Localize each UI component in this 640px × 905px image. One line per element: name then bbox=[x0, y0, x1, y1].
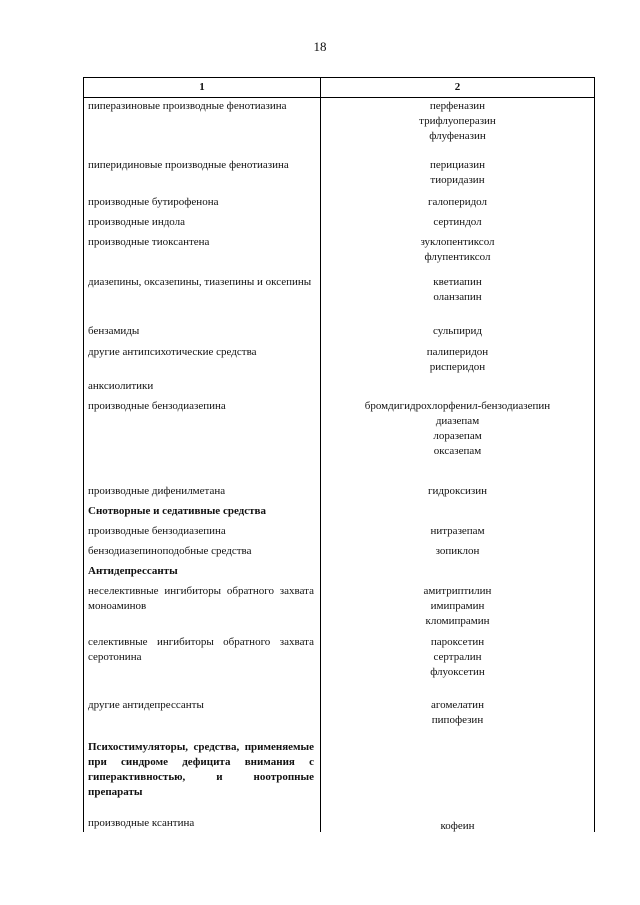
drug-names-cell bbox=[321, 698, 594, 728]
drug-names-cell bbox=[321, 99, 594, 144]
drug-names-cell bbox=[321, 584, 594, 629]
drug-classification-table bbox=[83, 77, 595, 832]
drug-class-cell: производные дифенилметана bbox=[88, 485, 226, 497]
drug-name: кломипрамин bbox=[425, 615, 490, 627]
drug-names-cell bbox=[321, 524, 594, 539]
drug-name: зуклопентиксол bbox=[420, 236, 495, 248]
drug-names-cell bbox=[321, 158, 594, 188]
drug-name: трифлуоперазин bbox=[419, 115, 496, 127]
drug-class-cell: анксиолитики bbox=[88, 380, 154, 392]
drug-name: бромдигидрохлорфенил-бензодиазепин bbox=[364, 400, 551, 412]
drug-name: диазепам bbox=[435, 415, 480, 427]
drug-names-cell bbox=[321, 399, 594, 459]
section-heading: Снотворные и седативные средства bbox=[88, 505, 266, 517]
drug-class-cell: другие антипсихотические средства bbox=[88, 346, 257, 358]
drug-class-cell: бензамиды bbox=[88, 325, 140, 337]
drug-name: сертралин bbox=[433, 651, 482, 663]
drug-name: оксазепам bbox=[433, 445, 482, 457]
drug-name: тиоридазин bbox=[430, 174, 485, 186]
section-heading: Антидепрессанты bbox=[88, 565, 178, 577]
drug-class-cell: селективные ингибиторы обратного захвата серотонина bbox=[88, 636, 314, 663]
drug-name: перициазин bbox=[430, 159, 485, 171]
drug-class-cell: диазепины, оксазепины, тиазепины и оксепины bbox=[88, 276, 312, 288]
drug-name: гидроксизин bbox=[428, 485, 487, 497]
drug-name: пароксетин bbox=[430, 636, 485, 648]
drug-name: агомелатин bbox=[431, 699, 484, 711]
drug-class-cell: другие антидепрессанты bbox=[88, 699, 204, 711]
page-number: 18 bbox=[313, 39, 327, 54]
drug-class-cell: бензодиазепиноподобные средства bbox=[88, 545, 252, 557]
drug-name: флуоксетин bbox=[430, 666, 485, 678]
drug-class-cell: производные ксантина bbox=[88, 817, 195, 829]
drug-names-cell bbox=[321, 635, 594, 680]
drug-name: рисперидон bbox=[429, 361, 486, 373]
drug-names-cell bbox=[321, 345, 594, 375]
drug-names-cell bbox=[321, 215, 594, 230]
drug-name: амитриптилин bbox=[423, 585, 492, 597]
drug-name: галоперидол bbox=[427, 196, 488, 208]
drug-names-cell bbox=[321, 544, 594, 559]
drug-name: нитразепам bbox=[430, 525, 485, 537]
drug-class-cell: пиперидиновые производные фенотиазина bbox=[88, 159, 289, 171]
drug-name: сульпирид bbox=[432, 325, 483, 337]
drug-class-cell: производные бутирофенона bbox=[88, 196, 219, 208]
drug-name: палиперидон bbox=[426, 346, 489, 358]
drug-name: флупентиксол bbox=[424, 251, 491, 263]
drug-class-cell: производные бензодиазепина bbox=[88, 400, 226, 412]
drug-class-cell: производные тиоксантена bbox=[88, 236, 210, 248]
column-header-2: 2 bbox=[454, 81, 461, 93]
drug-name: кофеин bbox=[440, 820, 475, 832]
drug-name: кветиапин bbox=[433, 276, 482, 288]
section-heading: Психостимуляторы, средства, применяемые при синдроме дефицита внимания с гиперактивностью, и ноотропные препараты bbox=[88, 741, 314, 798]
drug-names-cell bbox=[321, 195, 594, 210]
drug-class-cell: производные бензодиазепина bbox=[88, 525, 226, 537]
drug-class-cell: неселективные ингибиторы обратного захвата моноаминов bbox=[88, 585, 314, 612]
drug-name: оланзапин bbox=[433, 291, 482, 303]
drug-class-cell: производные индола bbox=[88, 216, 186, 228]
header-divider bbox=[84, 97, 594, 98]
drug-name: зопиклон bbox=[435, 545, 480, 557]
drug-name: флуфеназин bbox=[429, 130, 486, 142]
drug-name: перфеназин bbox=[429, 100, 486, 112]
column-header-1: 1 bbox=[199, 81, 205, 93]
drug-name: пипофезин bbox=[431, 714, 484, 726]
drug-names-cell bbox=[321, 819, 594, 834]
drug-name: лоразепам bbox=[433, 430, 482, 442]
drug-name: имипрамин bbox=[430, 600, 485, 612]
drug-name: сертиндол bbox=[433, 216, 482, 228]
drug-names-cell bbox=[321, 275, 594, 305]
drug-names-cell bbox=[321, 484, 594, 499]
drug-names-cell bbox=[321, 324, 594, 339]
drug-names-cell bbox=[321, 235, 594, 265]
drug-class-cell: пиперазиновые производные фенотиазина bbox=[88, 100, 287, 112]
